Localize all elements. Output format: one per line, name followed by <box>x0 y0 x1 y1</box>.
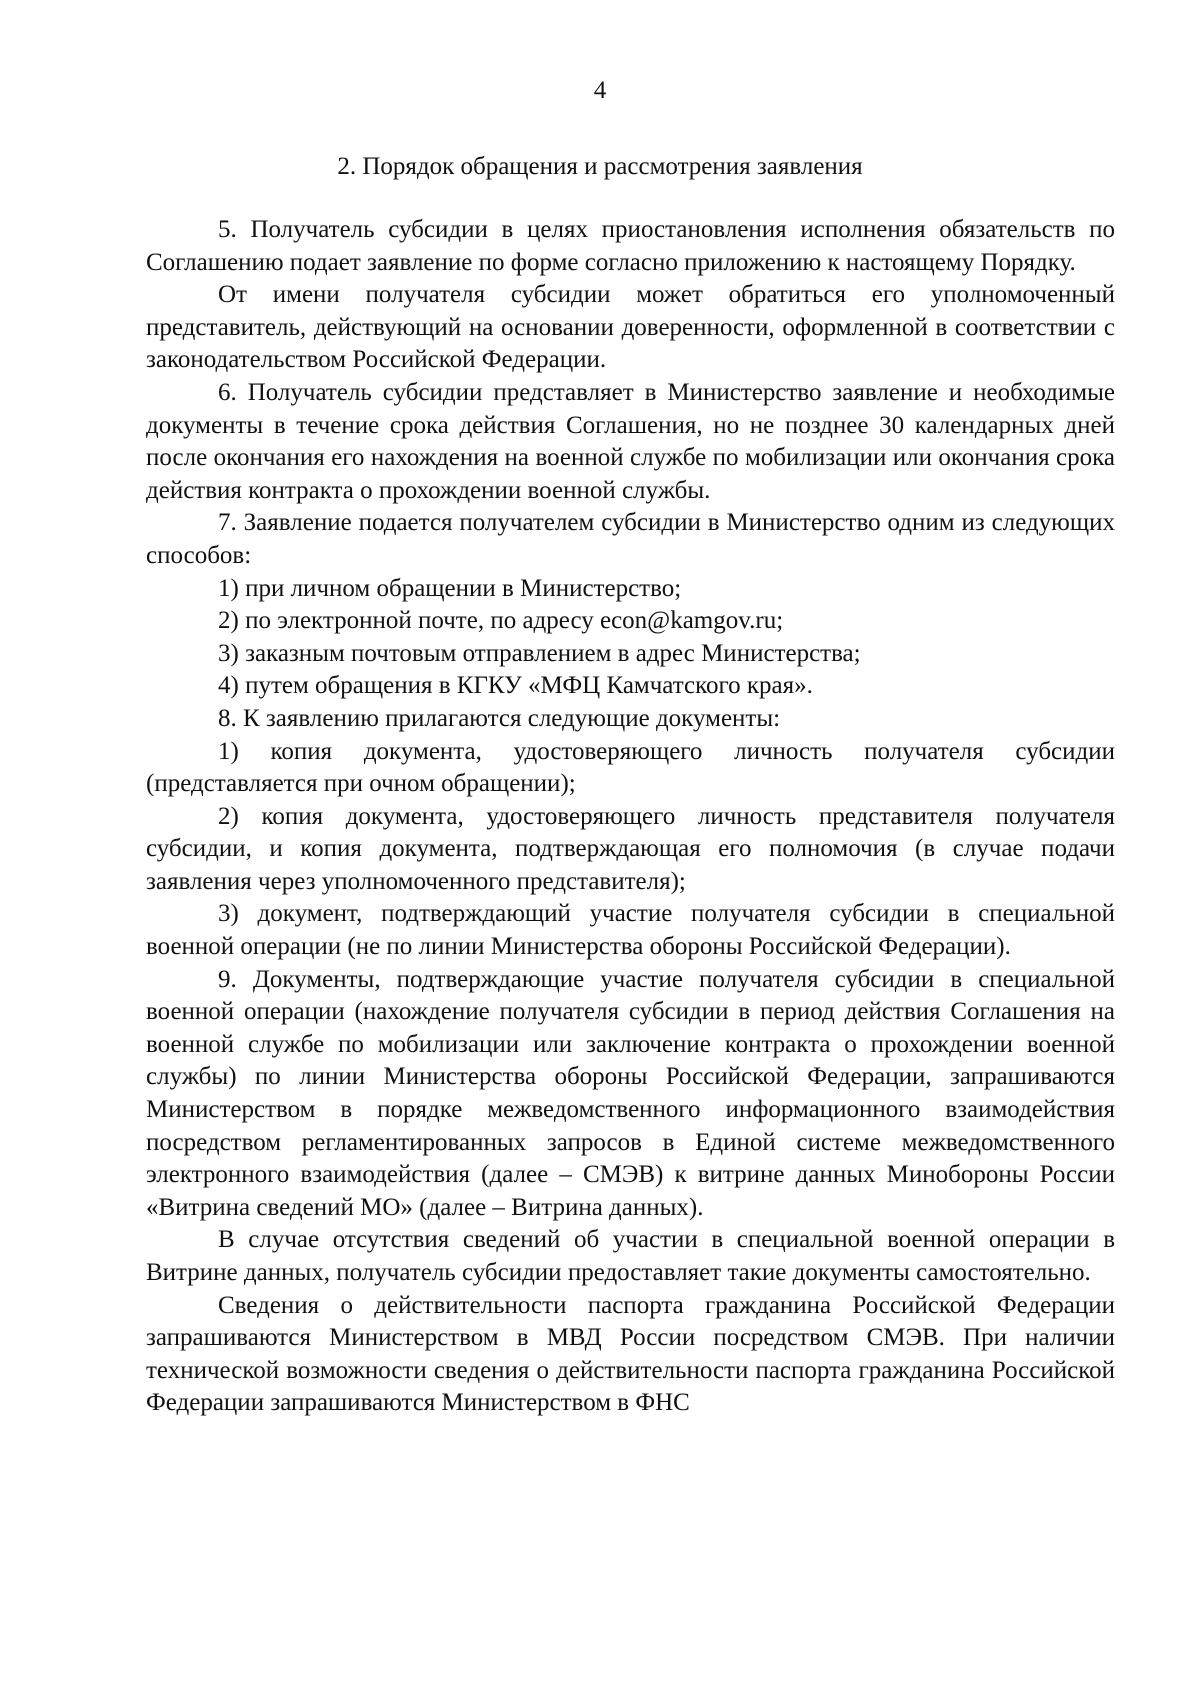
list-item-7-1: 1) при личном обращении в Министерство; <box>218 574 682 602</box>
section-title: 2. Порядок обращения и рассмотрения заявления <box>337 153 863 180</box>
page-number: 4 <box>593 77 607 104</box>
list-item-8-2: 2) копия документа, удостоверяющего личность представителя получателя субсидии, и копия документа, подтверждающая его полномочия (в случае подачи заявления через уполномоченного представителя); <box>146 802 1115 895</box>
list-item-8-3: 3) документ, подтверждающий участие получателя субсидии в специальной военной операции (не по линии Министерства обороны Российской Федерации). <box>146 900 1115 961</box>
paragraph-5: 5. Получатель субсидии в целях приостановления исполнения обязательств по Соглашению подает заявление по форме согласно приложению к настоящему Порядку. <box>146 216 1115 276</box>
paragraph-9: 9. Документы, подтверждающие участие получателя субсидии в специальной военной операции (нахождение получателя субсидии в период действия Соглашения на военной службе по мобилизации или заключение контракта о прохождении военной службы) по линии Министерства обороны Российской Федерации, запрашиваются Министерством в порядке межведомственного информационного взаимодействия посредством регламентированных запросов в Единой системе межведомственного электронного взаимодействия (далее – СМЭВ) к витрине данных Минобороны России «Витрина сведений МО» (далее – Витрина данных). <box>146 965 1115 1221</box>
list-item-7-2: 2) по электронной почте, по адресу econ@kamgov.ru; <box>218 607 784 635</box>
paragraph-7: 7. Заявление подается получателем субсидии в Министерство одним из следующих способов: <box>146 509 1115 569</box>
paragraph-representative: От имени получателя субсидии может обратиться его уполномоченный представитель, действующий на основании доверенности, оформленной в соответствии с законодательством Российской Федерации. <box>146 281 1115 374</box>
paragraph-6: 6. Получатель субсидии представляет в Министерство заявление и необходимые документы в течение срока действия Соглашения, но не позднее 30 календарных дней после окончания его нахождения на военной службе по мобилизации или окончания срока действия контракта о прохождении военной службы. <box>146 378 1115 504</box>
paragraph-passport: Сведения о действительности паспорта гражданина Российской Федерации запрашиваются Министерством в МВД России посредством СМЭВ. При наличии технической возможности сведения о действительности паспорта гражданина Российской Федерации запрашиваются Министерством в ФНС <box>146 1291 1115 1417</box>
list-item-7-3: 3) заказным почтовым отправлением в адрес Министерства; <box>218 639 861 667</box>
paragraph-absence: В случае отсутствия сведений об участии в специальной военной операции в Витрине данных, получатель субсидии предоставляет такие документы самостоятельно. <box>146 1226 1115 1286</box>
list-item-7-4: 4) путем обращения в КГКУ «МФЦ Камчатского края». <box>218 672 813 700</box>
list-item-8-1: 1) копия документа, удостоверяющего личность получателя субсидии (представляется при очном обращении); <box>146 737 1115 798</box>
document-body <box>146 214 1115 1420</box>
paragraph-8: 8. К заявлению прилагаются следующие документы: <box>218 704 781 732</box>
